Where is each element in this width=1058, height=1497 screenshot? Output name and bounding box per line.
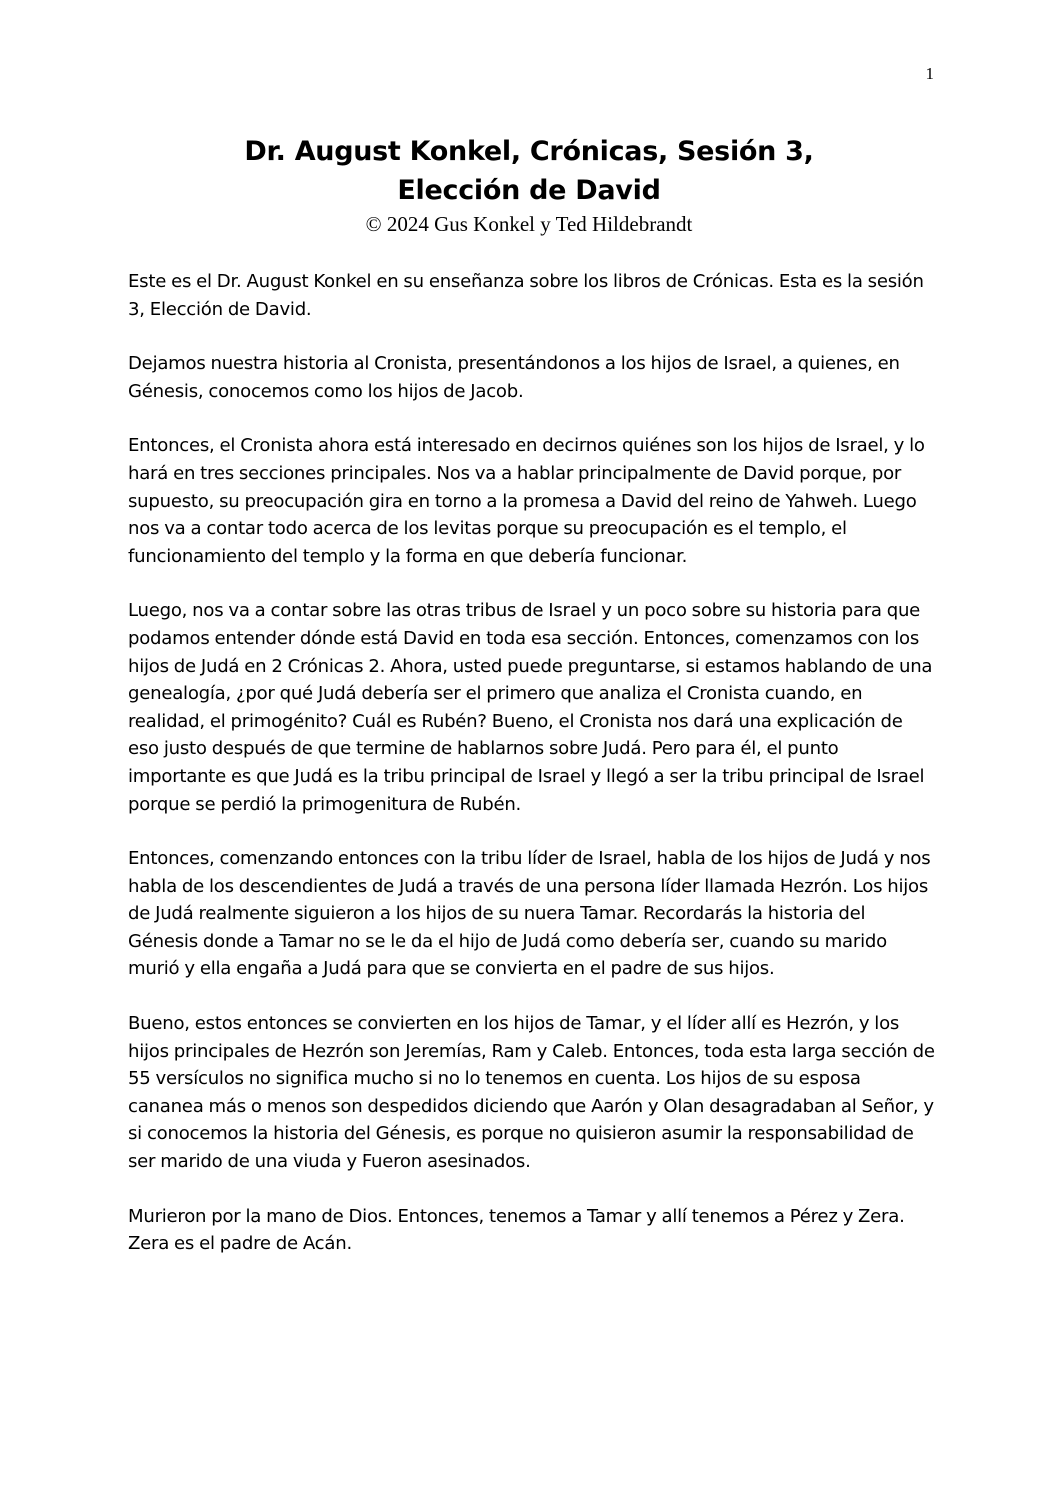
- paragraph-2: Dejamos nuestra historia al Cronista, presentándonos a los hijos de Israel, a quienes, en Génesis, conocemos como los hijos de Jacob.: [128, 353, 900, 402]
- paragraph-6: Bueno, estos entonces se convierten en los hijos de Tamar, y el líder allí es Hezrón, y los hijos principales de Hezrón son Jeremías, Ram y Caleb. Entonces, toda esta larga sección de 55 versículos no significa mucho si no lo tenemos en cuenta. Los hijos de su esposa cananea más o menos son despedidos diciendo que Aarón y Olan desagradaban al Señor, y si conocemos la historia del Génesis, es porque no quisieron asumir la responsabilidad de ser marido de una viuda y Fueron asesinados.: [128, 1013, 935, 1173]
- title-block: [0, 132, 1058, 238]
- copyright-notice: © 2024 Gus Konkel y Ted Hildebrandt: [365, 212, 693, 236]
- document-title-line-2: Elección de David: [397, 175, 661, 206]
- paragraph-1: Este es el Dr. August Konkel en su enseñanza sobre los libros de Crónicas. Esta es la sesión 3, Elección de David.: [128, 271, 924, 320]
- paragraph-7: Murieron por la mano de Dios. Entonces, tenemos a Tamar y allí tenemos a Pérez y Zera. Zera es el padre de Acán.: [128, 1205, 905, 1255]
- document-title-line-1: Dr. August Konkel, Crónicas, Sesión 3,: [244, 136, 814, 167]
- paragraph-3: Entonces, el Cronista ahora está interesado en decirnos quiénes son los hijos de Israel, y lo hará en tres secciones principales. Nos va a hablar principalmente de David porque, por supuesto, su preocupación gira en torno a la promesa a David del reino de Yahweh. Luego nos va a contar todo acerca de los levitas porque su preocupación es el templo, el funcionamiento del templo y la forma en que debería funcionar.: [128, 435, 925, 567]
- paragraph-4: Luego, nos va a contar sobre las otras tribus de Israel y un poco sobre su historia para que podamos entender dónde está David en toda esa sección. Entonces, comenzamos con los hijos de Judá en 2 Crónicas 2. Ahora, usted puede preguntarse, si estamos hablando de una genealogía, ¿por qué Judá debería ser el primero que analiza el Cronista cuando, en realidad, el primogénito? Cuál es Rubén? Bueno, el Cronista nos dará una explicación de eso justo después de que termine de hablarnos sobre Judá. Pero para él, el punto importante es que Judá es la tribu principal de Israel y llegó a ser la tribu principal de Israel porque se perdió la primogenitura de Rubén.: [128, 600, 933, 815]
- page-number: 1: [925, 64, 934, 83]
- paragraph-5: Entonces, comenzando entonces con la tribu líder de Israel, habla de los hijos de Judá y nos habla de los descendientes de Judá a través de una persona líder llamada Hezrón. Los hijos de Judá realmente siguieron a los hijos de su nuera Tamar. Recordarás la historia del Génesis donde a Tamar no se le da el hijo de Judá como debería ser, cuando su marido murió y ella engaña a Judá para que se convierta en el padre de sus hijos.: [128, 848, 931, 980]
- body-text: [128, 268, 936, 1285]
